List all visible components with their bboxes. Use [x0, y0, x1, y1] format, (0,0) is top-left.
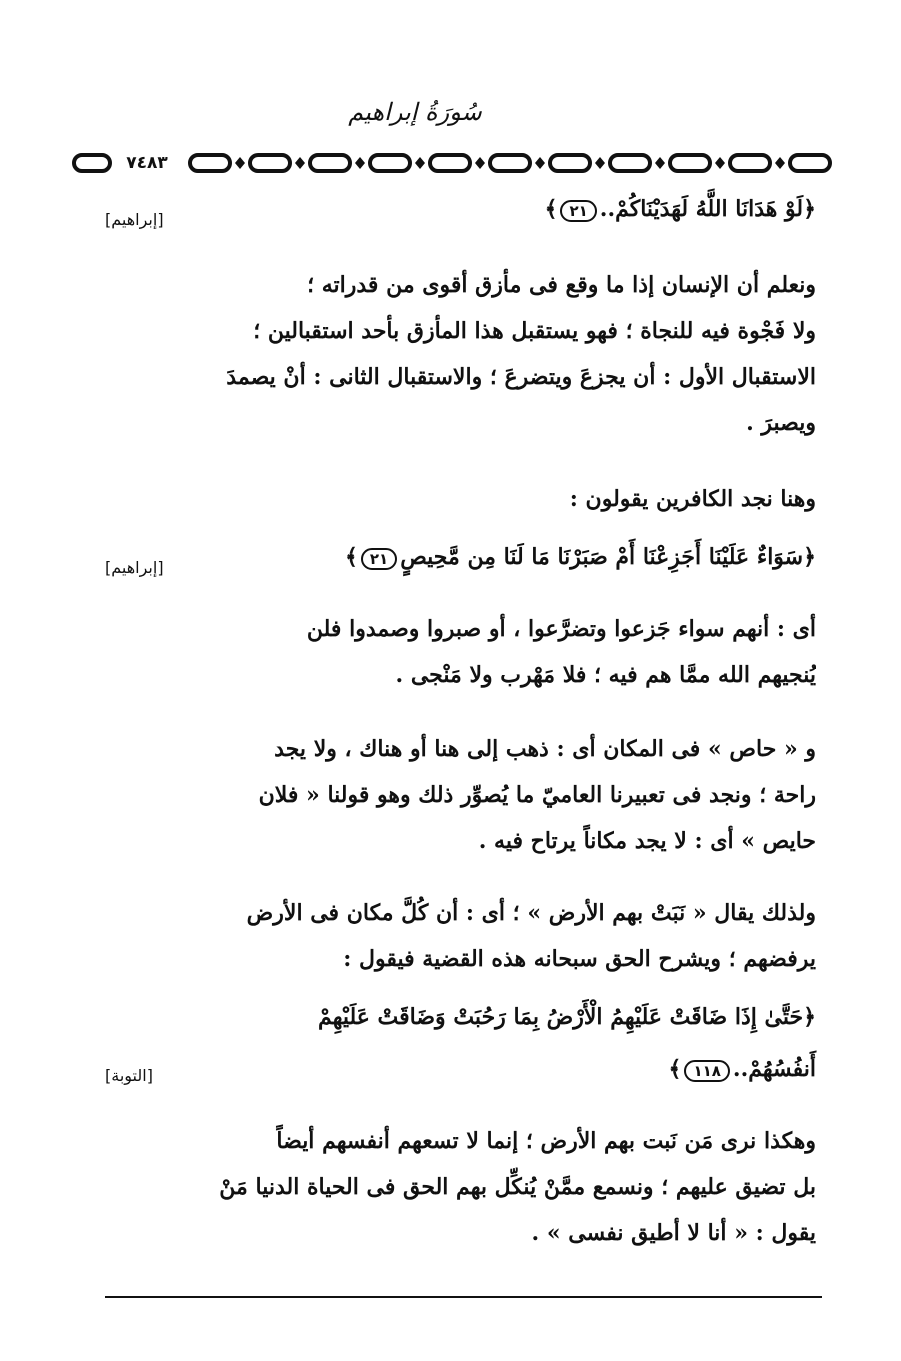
paragraph-5 — [105, 890, 816, 982]
verse-text: أَنفُسُهُمْ.. — [732, 1056, 816, 1082]
paragraph-4 — [105, 726, 816, 864]
text-line: ولذلك يقال « نَبَتْ بهم الأرض » ؛ أى : أن كُلَّ مكان فى الأرض — [246, 900, 816, 926]
bottom-rule — [105, 1296, 822, 1298]
text-line: يرفضهم ؛ ويشرح الحق سبحانه هذه القضية فيقول : — [343, 946, 816, 972]
verse-open-bracket: ﴿ — [803, 544, 816, 570]
verse-text: لَوْ هَدَانَا اللَّهُ لَهَدَيْنَاكُمْ.. — [599, 196, 804, 222]
text-line: ولا فَجْوة فيه للنجاة ؛ فهو يستقبل هذا المأزق بأحد استقبالين ؛ — [253, 318, 816, 344]
verse-open-bracket: ﴿ — [803, 196, 816, 222]
verse-1 — [545, 196, 816, 222]
verse-close-bracket: ﴾ — [544, 196, 558, 222]
text-line: يقول : « أنا لا أطيق نفسى » . — [531, 1220, 816, 1246]
text-line: وهنا نجد الكافرين يقولون : — [569, 486, 816, 512]
text-line: حايص » أى : لا يجد مكاناً يرتاح فيه . — [478, 828, 816, 854]
verse-text: سَوَاءٌ عَلَيْنَا أَجَزِعْنَا أَمْ صَبَرْنَا مَا لَنَا مِن مَّحِيصٍ — [400, 544, 804, 570]
verse-3-line-1 — [318, 1004, 816, 1030]
verse-close-bracket: ﴾ — [345, 544, 358, 570]
verse-number: ١١٨ — [684, 1060, 729, 1082]
text-line: بل تضيق عليهم ؛ ونسمع ممَّنْ يُنكِّل بهم الحق فى الحياة الدنيا مَنْ — [219, 1174, 816, 1200]
verse-reference: [التوبة] — [105, 1066, 153, 1085]
paragraph-2 — [105, 476, 816, 522]
text-line: الاستقبال الأول : أن يجزعَ ويتضرعَ ؛ والاستقبال الثانى : أنْ يصمدَ — [226, 364, 816, 390]
paragraph-6 — [105, 1118, 816, 1256]
verse-3-line-2 — [669, 1056, 816, 1082]
text-line: أى : أنهم سواء جَزعوا وتضرَّعوا ، أو صبروا وصمدوا فلن — [306, 616, 816, 642]
verse-number: ٢١ — [361, 548, 397, 570]
paragraph-3 — [105, 606, 816, 698]
verse-close-bracket: ﴾ — [668, 1056, 682, 1082]
verse-reference: [إبراهيم] — [105, 558, 164, 577]
verse-2 — [345, 544, 816, 570]
verse-reference: [إبراهيم] — [105, 210, 164, 229]
text-line: يُنجيهم الله ممَّا هم فيه ؛ فلا مَهْرب ولا مَنْجى . — [395, 662, 816, 688]
text-line: و « حاص » فى المكان أى : ذهب إلى هنا أو هناك ، ولا يجد — [274, 736, 816, 762]
ornamental-border — [70, 150, 840, 176]
text-line: وهكذا نرى مَن نَبت بهم الأرض ؛ إنما لا تسعهم أنفسهم أيضاً — [276, 1128, 816, 1154]
surah-title: سُورَةُ إبراهيم — [348, 98, 482, 126]
verse-open-bracket: ﴿ — [803, 1004, 816, 1030]
text-line: راحة ؛ ونجد فى تعبيرنا العاميّ ما يُصوِّر ذلك وهو قولنا « فلان — [258, 782, 816, 808]
text-line: ويصبرَ . — [746, 410, 816, 436]
page-number: ٧٤٨٣ — [112, 150, 182, 176]
verse-text: حَتَّىٰ إِذَا ضَاقَتْ عَلَيْهِمُ الْأَرْضُ بِمَا رَحُبَتْ وَضَاقَتْ عَلَيْهِمْ — [318, 1004, 804, 1030]
verse-number: ٢١ — [560, 200, 596, 222]
paragraph-1 — [105, 262, 816, 446]
text-line: ونعلم أن الإنسان إذا ما وقع فى مأزق أقوى من قدراته ؛ — [307, 272, 816, 298]
